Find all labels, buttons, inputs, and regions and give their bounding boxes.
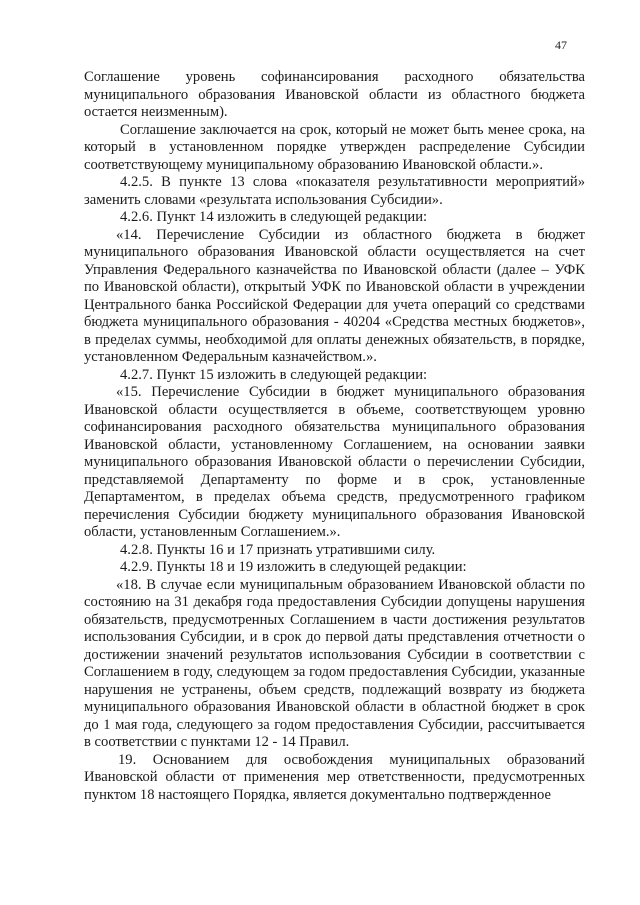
page-number: 47 <box>555 38 567 52</box>
paragraph-9: 4.2.9. Пункты 18 и 19 изложить в следующей редакции: <box>120 559 467 575</box>
paragraph-5: «14. Перечисление Субсидии из областного бюджета в бюджет муниципального образования Ивановской области осуществляется на счет Управления Федерального казначейства по Ивановской области (далее – УФК по Ивановской области), открытый УФК по Ивановской области в учреждении Центрального банка Российской Федерации для учета операций со средствами бюджета муниципального образования - 40204 «Средства местных бюджетов», в пределах суммы, необходимой для оплаты денежных обязательств, в порядке, установленном Федеральным казначейством.». <box>84 226 585 365</box>
paragraph-1: Соглашение уровень софинансирования расходного обязательства муниципального образования Ивановской области из областного бюджета остается неизменным). <box>84 69 585 120</box>
paragraph-10: «18. В случае если муниципальным образованием Ивановской области по состоянию на 31 декабря года предоставления Субсидии допущены нарушения обязательств, предусмотренных Соглашением в части достижения результатов использования Субсидии, и в срок до первой даты представления отчетности о достижении значений результатов использования Субсидии в соответствии с Соглашением в году, следующем за годом предоставления Субсидии, указанные нарушения не устранены, объем средств, подлежащий возврату из бюджета муниципального образования Ивановской области в областной бюджет в срок до 1 мая года, следующего за годом предоставления Субсидии, рассчитывается в соответствии с пунктами 12 - 14 Правил. <box>84 576 585 750</box>
paragraph-2: Соглашение заключается на срок, который не может быть менее срока, на который в установленном порядке утвержден распределение Субсидии соответствующему муниципальному образованию Ивановской области.». <box>84 121 585 173</box>
paragraph-4: 4.2.6. Пункт 14 изложить в следующей редакции: <box>120 209 428 225</box>
paragraph-8: 4.2.8. Пункты 16 и 17 признать утратившими силу. <box>120 541 436 558</box>
paragraph-3: 4.2.5. В пункте 13 слова «показателя результативности мероприятий» заменить словами «результата использования Субсидии». <box>84 174 585 208</box>
document-body <box>84 69 585 804</box>
paragraph-6: 4.2.7. Пункт 15 изложить в следующей редакции: <box>120 366 428 383</box>
paragraph-7: «15. Перечисление Субсидии в бюджет муниципального образования Ивановской области осуществляется в объеме, соответствующем уровню софинансирования расходного обязательства муниципального образования Ивановской области, установленному Соглашением, на основании заявки муниципального образования Ивановской области о перечислении Субсидии, представляемой Департаменту по форме и в срок, установленные Департаментом, в пределах объема средств, предусмотренного графиком перечисления Субсидии бюджету муниципального образования Ивановской области, установленным Соглашением.». <box>84 384 585 540</box>
paragraph-11: 19. Основанием для освобождения муниципальных образований Ивановской области от применения мер ответственности, предусмотренных пунктом 18 настоящего Порядка, является документально подтвержденное <box>84 751 585 803</box>
